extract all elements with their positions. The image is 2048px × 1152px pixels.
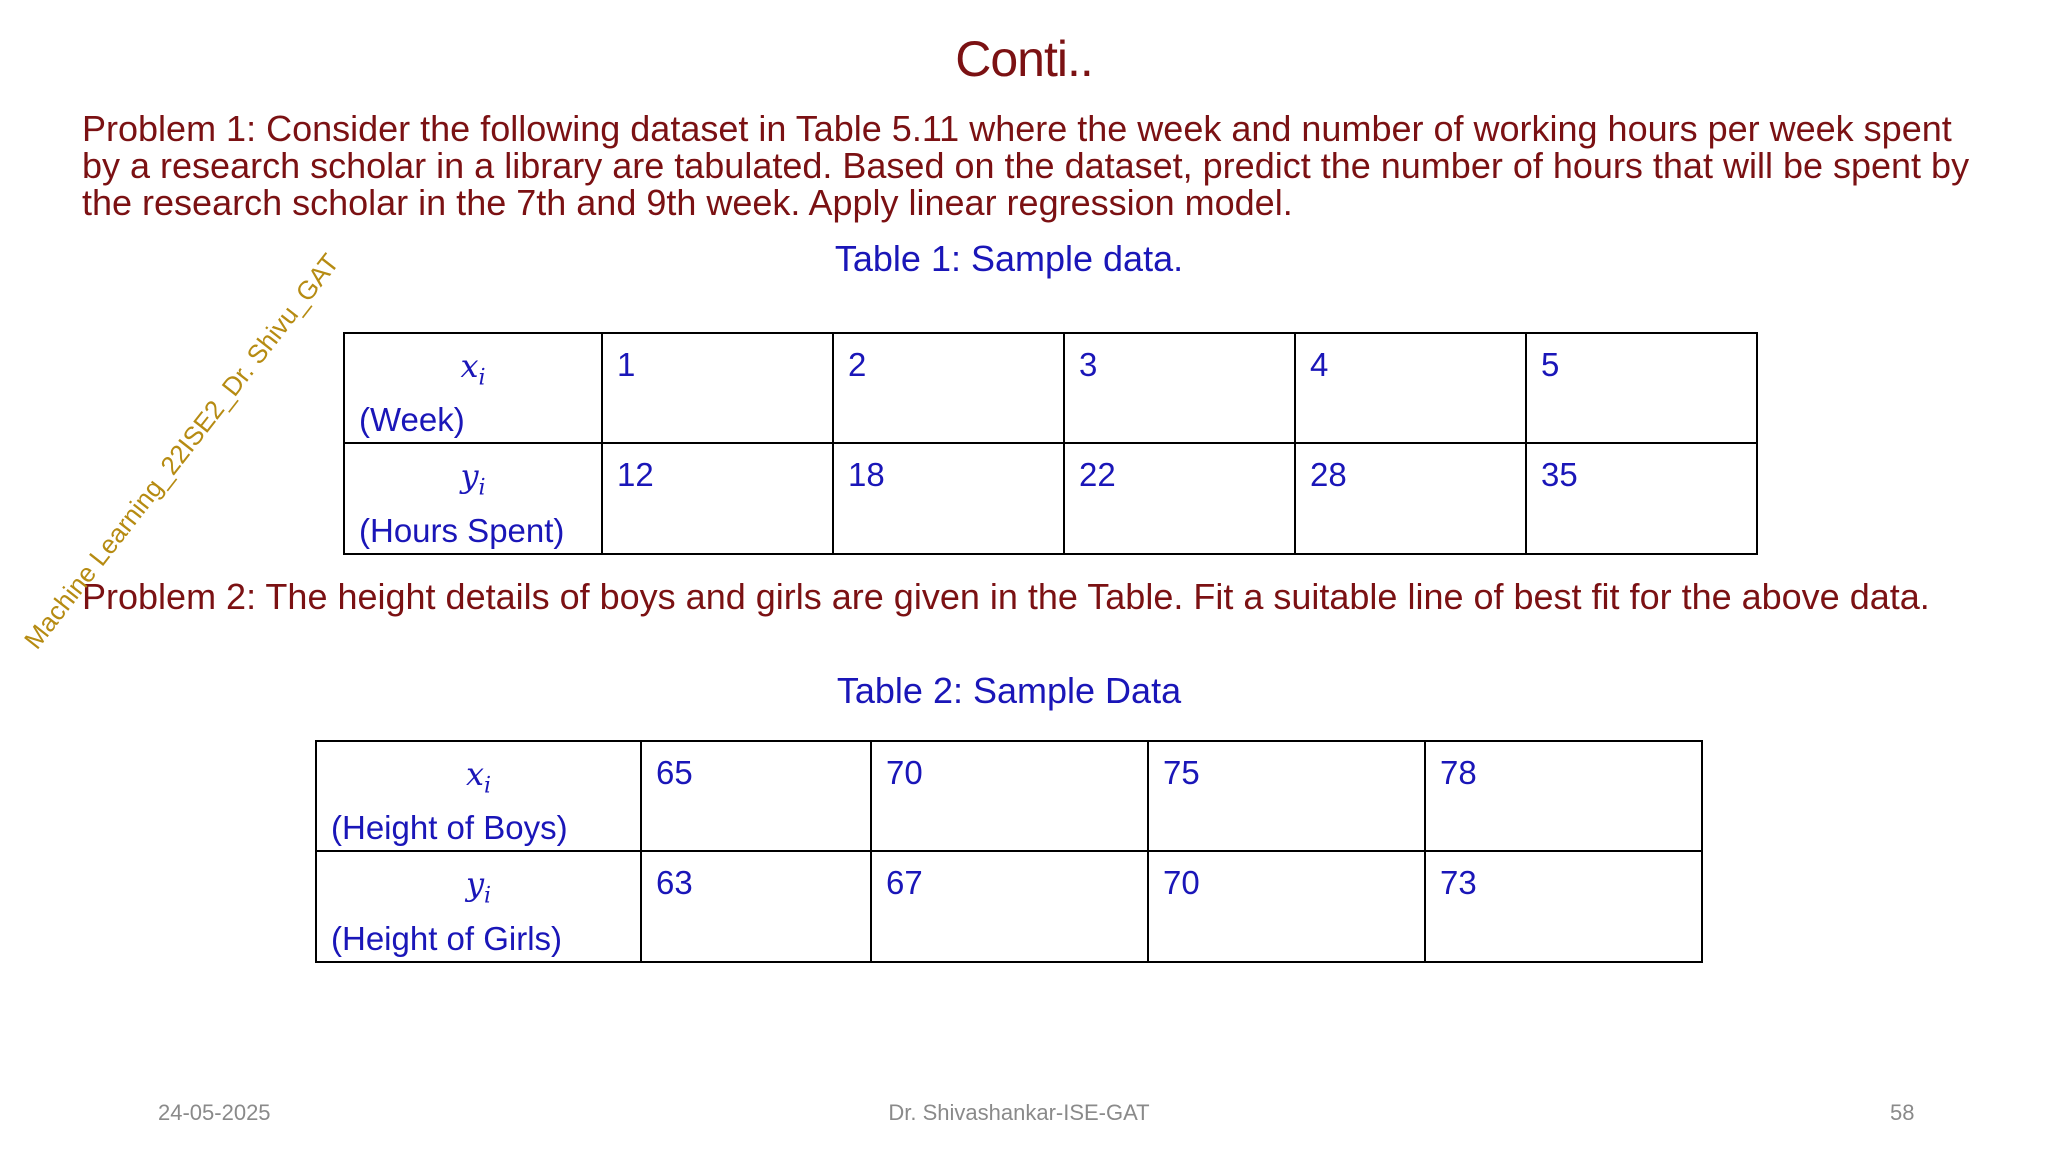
page-number: 58 (1890, 1100, 1915, 1125)
table-row (316, 741, 1702, 851)
problem-2-text: Problem 2: The height details of boys and girls are given in the Table. Fit a suitable line of best fit for the above data. (82, 576, 1930, 617)
variable-symbol: $x_i$ (460, 347, 486, 391)
table-header-cell (316, 851, 641, 961)
row-label: (Hours Spent) (359, 511, 565, 549)
table-cell: 70 (1148, 851, 1425, 961)
row-label: (Height of Boys) (331, 809, 568, 847)
table-cell: 70 (871, 741, 1148, 851)
table-cell: 2 (833, 333, 1064, 443)
watermark: Machine Learning_22ISE2_Dr. Shivu_GAT (18, 248, 345, 655)
table-header-cell (316, 741, 641, 851)
table-cell: 3 (1064, 333, 1295, 443)
slide-title: Conti.. (955, 31, 1093, 87)
row-label: (Week) (359, 401, 465, 439)
table-row (344, 443, 1757, 553)
table-cell: 12 (602, 443, 833, 553)
table-header-cell (344, 333, 602, 443)
table-cell: 1 (602, 333, 833, 443)
table-cell: 67 (871, 851, 1148, 961)
table-1 (343, 332, 1758, 555)
table-cell: 4 (1295, 333, 1526, 443)
table-header-cell (344, 443, 602, 553)
table-2-caption: Table 2: Sample Data (836, 670, 1182, 711)
problem-1-text: Problem 1: Consider the following dataset in Table 5.11 where the week and number of working hours per week spent by a research scholar in a library are tabulated. Based on the dataset, predict the number of hours that will be spent by the research scholar in the 7th and 9th week. Apply linear regression model. (82, 108, 1970, 223)
table-cell: 65 (641, 741, 871, 851)
table-cell: 75 (1148, 741, 1425, 851)
table-cell: 18 (833, 443, 1064, 553)
footer-date: 24-05-2025 (158, 1100, 271, 1125)
table-row (316, 851, 1702, 961)
variable-symbol: $y_i$ (460, 457, 486, 501)
row-label: (Height of Girls) (331, 919, 563, 957)
variable-symbol: $x_i$ (465, 755, 492, 799)
table-row (344, 333, 1757, 443)
table-cell: 78 (1425, 741, 1702, 851)
footer-author: Dr. Shivashankar-ISE-GAT (888, 1100, 1150, 1125)
table-1-caption: Table 1: Sample data. (834, 238, 1184, 279)
table-cell: 63 (641, 851, 871, 961)
table-cell: 5 (1526, 333, 1757, 443)
table-cell: 28 (1295, 443, 1526, 553)
table-cell: 73 (1425, 851, 1702, 961)
table-2 (315, 740, 1703, 963)
table-cell: 35 (1526, 443, 1757, 553)
variable-symbol: $y_i$ (465, 865, 492, 909)
table-cell: 22 (1064, 443, 1295, 553)
